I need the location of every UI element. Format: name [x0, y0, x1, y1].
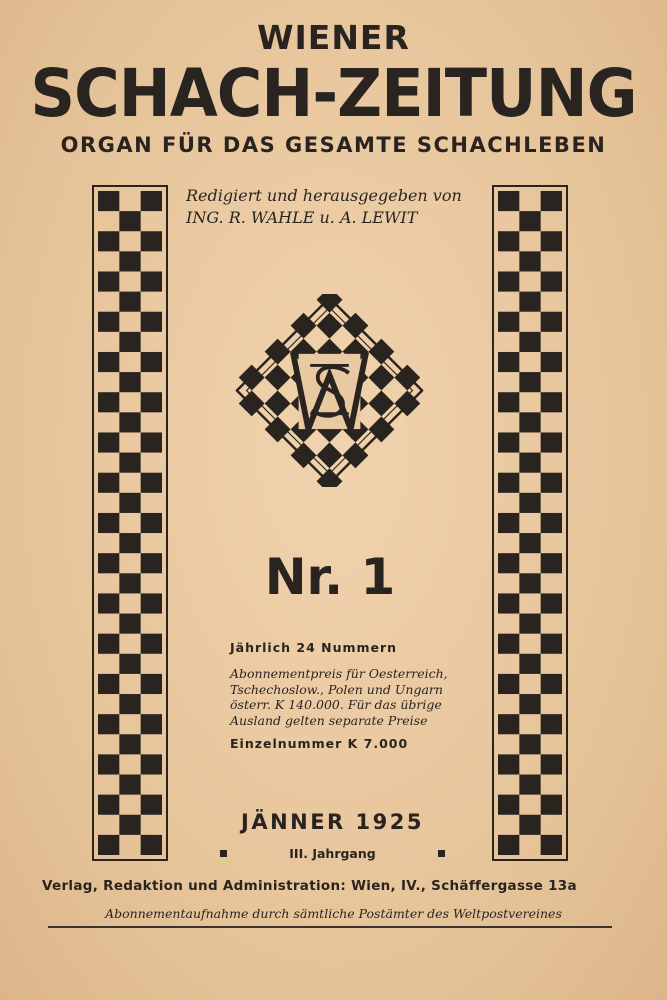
- masthead-wiener: WIENER: [257, 18, 410, 57]
- single-issue-price: Einzelnummer K 7.000: [230, 736, 409, 751]
- publisher-address: Verlag, Redaktion und Administration: Wien, IV., Schäffergasse 13a: [42, 878, 577, 894]
- issue-date: JÄNNER 1925: [241, 810, 424, 834]
- issue-number: Nr. 1: [264, 548, 396, 606]
- subscription-line: Tschechoslow., Polen und Ungarn: [230, 681, 443, 697]
- subscription-line: Abonnementpreis für Oesterreich,: [230, 666, 448, 681]
- checkered-border-left: [92, 185, 168, 861]
- yearly-issues: Jährlich 24 Nummern: [230, 640, 398, 655]
- volume-label: III. Jahrgang: [289, 846, 376, 861]
- editor-line-1: Redigiert und herausgegeben von: [186, 186, 462, 205]
- editor-line-2: ING. R. WAHLE u. A. LEWIT: [186, 208, 418, 227]
- masthead-subtitle: ORGAN FÜR DAS GESAMTE SCHACHLEBEN: [60, 133, 607, 157]
- checkered-border-right: [492, 185, 568, 861]
- square-bullet-icon: [438, 850, 445, 857]
- masthead-title: SCHACH-ZEITUNG: [30, 55, 637, 132]
- bottom-divider: [48, 926, 612, 928]
- chessboard-monogram-emblem-icon: [233, 294, 426, 487]
- subscription-line: Ausland gelten separate Preise: [230, 712, 428, 728]
- square-bullet-icon: [220, 850, 227, 857]
- volume-row: [220, 846, 445, 861]
- subscription-prices: [230, 666, 460, 728]
- subscription-line: österr. K 140.000. Für das übrige: [230, 697, 442, 712]
- subscription-note: Abonnementaufnahme durch sämtliche Postämter des Weltpostvereines: [105, 906, 562, 921]
